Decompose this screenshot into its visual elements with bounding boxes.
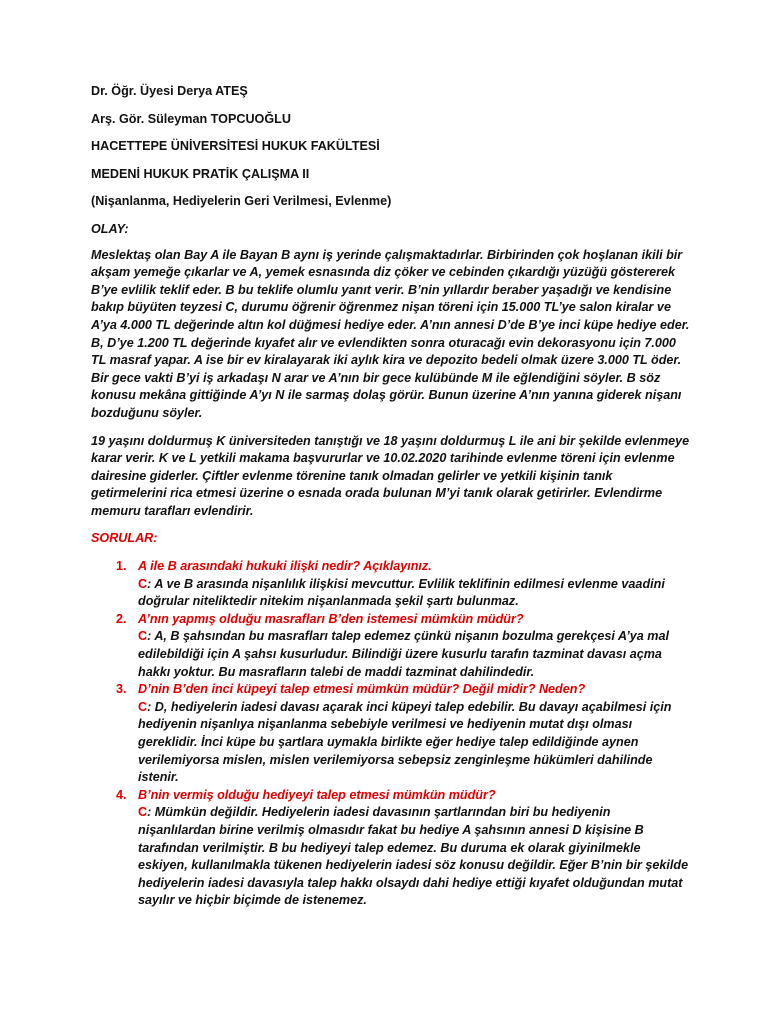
answer-text <box>138 576 691 611</box>
question-number: 3. <box>116 682 127 697</box>
list-item <box>91 787 691 910</box>
question-list <box>91 558 691 910</box>
question-number: 1. <box>116 559 127 574</box>
answer-marker: C <box>138 699 148 714</box>
topics-line: (Nişanlanma, Hediyelerin Geri Verilmesi, Evlenme) <box>91 194 392 209</box>
question-number: 4. <box>116 787 127 802</box>
sorular-heading: SORULAR: <box>91 531 158 546</box>
olay-paragraph-2: 19 yaşını doldurmuş K üniversiteden tanıştığı ve 18 yaşını doldurmuş L ile ani bir şekilde evlenmeye karar verir. K ve L yetkili makama başvururlar ve 10.02.2020 tarihinde evlenme töreni için evlenme dairesine giderler. Çiftler evlenme törenine tanık olmadan gelirler ve yetkili kişinin tanık getirmelerini rica etmesi üzerine o esnada orada bulunan M’yi tanık olarak getirirler. Evlendirme memuru tarafları evlendirir. <box>91 433 690 518</box>
question-text: A ile B arasındaki hukuki ilişki nedir? Açıklayınız. <box>138 559 432 574</box>
olay-heading: OLAY: <box>91 221 129 236</box>
answer-body: : A ve B arasında nişanlılık ilişkisi mevcuttur. Evlilik teklifinin edilmesi evlenme vaadini doğrular niteliktedir nitekim nişanlanmada şekil şartı bulunmaz. <box>138 576 665 609</box>
answer-marker: C <box>138 629 148 644</box>
faculty-name: HACETTEPE ÜNİVERSİTESİ HUKUK FAKÜLTESİ <box>91 139 380 154</box>
course-title: MEDENİ HUKUK PRATİK ÇALIŞMA II <box>91 166 310 181</box>
answer-text <box>138 699 691 787</box>
answer-body: : Mümkün değildir. Hediyelerin iadesi davasının şartlarından biri bu hediyenin nişanlılardan birine verilmiş olmasıdır fakat bu hediye A şahsının annesi D kişisine B tarafından verilmiştir. B bu hediyeyi talep edemez. Bu duruma ek olarak giyinilmekle eskiyen, kullanılmakla tükenen hediyelerin iadesi söz konusu değildir. Eğer B’nin bir şekilde hediyelerin iadesi davasıyla talep hakkı olsaydı dahi hediye ettiği kıyafet olduğundan mutat sayılır ve hiçbir biçimde de istenemez. <box>138 805 689 908</box>
document-page <box>91 83 691 910</box>
question-text: D’nin B’den inci küpeyi talep etmesi mümkün müdür? Değil midir? Neden? <box>138 682 586 697</box>
question-text: A’nın yapmış olduğu masrafları B’den istemesi mümkün müdür? <box>138 611 524 626</box>
answer-body: : A, B şahsından bu masrafları talep edemez çünkü nişanın bozulma gerekçesi A’ya mal edilebildiği için A şahsı kusurludur. Bilindiği üzere kusurlu tarafın tazminat davası açma hakkı yoktur. Bu masrafların talebi de maddi tazminat dahilindedir. <box>138 629 669 679</box>
answer-marker: C <box>138 576 148 591</box>
answer-text <box>138 628 691 681</box>
question-text: B’nin vermiş olduğu hediyeyi talep etmesi mümkün müdür? <box>138 787 496 802</box>
answer-marker: C <box>138 805 148 820</box>
author-2: Arş. Gör. Süleyman TOPCUOĞLU <box>91 111 291 126</box>
list-item <box>91 611 691 681</box>
question-number: 2. <box>116 611 127 626</box>
olay-paragraph-1: Meslektaş olan Bay A ile Bayan B aynı iş yerinde çalışmaktadırlar. Birbirinden çok hoşlanan ikili bir akşam yemeğe çıkarlar ve A, yemek esnasında diz çöker ve cebinden çıkardığı yüzüğü göstererek B’ye evlilik teklif eder. B bu teklife olumlu yanıt verir. B’nin yıllardır beraber yaşadığı ve kendisine bakıp büyüten teyzesi C, durumu öğrenir öğrenmez nişan töreni için 15.000 TL’ye salon kiralar ve A’ya 4.000 TL değerinde altın kol düğmesi hediye eder. A’nın annesi D’de B’ye inci küpe hediye eder. B, D’ye 1.200 TL değerinde kıyafet alır ve evlendikten sonra oturacağı evin dekorasyonu için 7.000 TL masraf yapar. A ise bir ev kiralayarak iki aylık kira ve depozito bedeli olmak üzere 3.000 TL öder. Bir gece vakti B’yi iş arkadaşı N arar ve A’nın bir gece kulübünde M ile eğlendiğini söyler. B söz konusu mekâna gittiğinde A’yı N ile sarmaş dolaş görür. Bunun üzerine A’nın yanına giderek nişanı bozduğunu söyler. <box>91 247 690 420</box>
answer-body: : D, hediyelerin iadesi davası açarak inci küpeyi talep edebilir. Bu davayı açabilmesi için hediyenin nişanlıya nişanlanma sebebiyle verilmesi ve hediyenin mutat dışı olması gereklidir. İnci küpe bu şartlara uymakla birlikte eğer hediye talep edildiğinde aynen verilemiyorsa mislen, mislen verilemiyorsa sebepsiz zenginleşme hükümleri dahilinde istenir. <box>138 699 672 785</box>
answer-text <box>138 804 691 910</box>
author-1: Dr. Öğr. Üyesi Derya ATEŞ <box>91 84 248 98</box>
list-item <box>91 558 691 611</box>
list-item <box>91 681 691 787</box>
